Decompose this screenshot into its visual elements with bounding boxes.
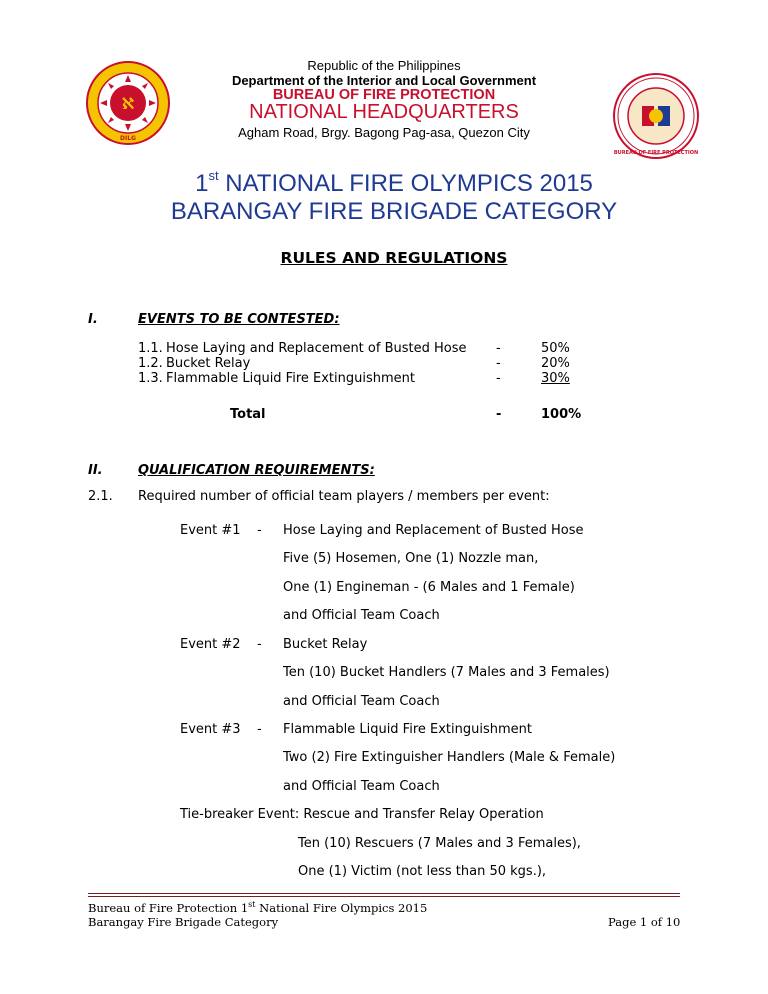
document-title-line2: BARANGAY FIRE BRIGADE CATEGORY xyxy=(170,198,618,225)
footer-line-2: Barangay Fire Brigade Category xyxy=(88,915,279,929)
section1-heading: EVENTS TO BE CONTESTED: xyxy=(138,312,340,327)
total-percent: 100% xyxy=(541,407,582,422)
svg-text:ℵ: ℵ xyxy=(121,94,135,113)
item-1-1-percent: 50% xyxy=(541,341,570,356)
section2-heading: QUALIFICATION REQUIREMENTS: xyxy=(138,463,375,478)
event-3-line-2: and Official Team Coach xyxy=(283,779,440,794)
item-1-2-name: Bucket Relay xyxy=(166,356,251,371)
section2-1-number: 2.1. xyxy=(88,489,113,504)
item-1-3-dash: - xyxy=(496,371,501,386)
item-1-1-dash: - xyxy=(496,341,501,356)
item-1-1-number: 1.1. xyxy=(138,341,163,356)
event-3-name: Flammable Liquid Fire Extinguishment xyxy=(283,722,532,737)
event-2-dash: - xyxy=(257,637,262,652)
header-republic: Republic of the Philippines xyxy=(307,58,461,73)
tiebreaker-line-1: Ten (10) Rescuers (7 Males and 3 Females), xyxy=(298,836,581,851)
header-department: Department of the Interior and Local Government xyxy=(231,73,537,88)
item-1-1-name: Hose Laying and Replacement of Busted Hose xyxy=(166,341,467,356)
event-1-line-1: Five (5) Hosemen, One (1) Nozzle man, xyxy=(283,551,539,566)
event-3-dash: - xyxy=(257,722,262,737)
section2-number: II. xyxy=(88,463,103,478)
event-2-label: Event #2 xyxy=(180,637,241,652)
tiebreaker-heading: Tie-breaker Event: Rescue and Transfer Relay Operation xyxy=(180,807,544,822)
item-1-3-percent: 30% xyxy=(541,371,570,386)
footer-rule xyxy=(88,893,680,894)
header-bureau: BUREAU OF FIRE PROTECTION xyxy=(272,87,496,103)
document-title-line1: 1st NATIONAL FIRE OLYMPICS 2015 xyxy=(195,168,593,197)
event-2-name: Bucket Relay xyxy=(283,637,368,652)
item-1-2-number: 1.2. xyxy=(138,356,163,371)
item-1-2-percent: 20% xyxy=(541,356,570,371)
section2-1-text: Required number of official team players / members per event: xyxy=(138,489,550,504)
event-1-line-3: and Official Team Coach xyxy=(283,608,440,623)
footer-page-number: Page 1 of 10 xyxy=(608,915,681,929)
event-1-dash: - xyxy=(257,523,262,538)
item-1-3-name: Flammable Liquid Fire Extinguishment xyxy=(166,371,415,386)
section1-number: I. xyxy=(88,312,98,327)
event-1-line-2: One (1) Engineman - (6 Males and 1 Female) xyxy=(283,580,575,595)
item-1-2-dash: - xyxy=(496,356,501,371)
event-3-label: Event #3 xyxy=(180,722,241,737)
event-3-line-1: Two (2) Fire Extinguisher Handlers (Male & Female) xyxy=(283,750,616,765)
event-2-line-2: and Official Team Coach xyxy=(283,694,440,709)
svg-text:DILG: DILG xyxy=(120,135,136,142)
item-1-3-number: 1.3. xyxy=(138,371,163,386)
footer-rule-thin xyxy=(88,896,680,897)
event-1-name: Hose Laying and Replacement of Busted Hose xyxy=(283,523,584,538)
svg-text:BUREAU OF FIRE PROTECTION: BUREAU OF FIRE PROTECTION xyxy=(613,150,699,156)
rules-heading: RULES AND REGULATIONS xyxy=(280,249,508,267)
total-label: Total xyxy=(230,407,266,422)
footer-line-1: Bureau of Fire Protection 1st National Fire Olympics 2015 xyxy=(88,900,428,915)
header-address: Agham Road, Brgy. Bagong Pag-asa, Quezon City xyxy=(238,125,530,140)
event-2-line-1: Ten (10) Bucket Handlers (7 Males and 3 Females) xyxy=(283,665,610,680)
header-national-hq: NATIONAL HEADQUARTERS xyxy=(249,101,519,123)
total-dash: - xyxy=(496,407,502,422)
tiebreaker-line-2: One (1) Victim (not less than 50 kgs.), xyxy=(298,864,547,879)
event-1-label: Event #1 xyxy=(180,523,241,538)
